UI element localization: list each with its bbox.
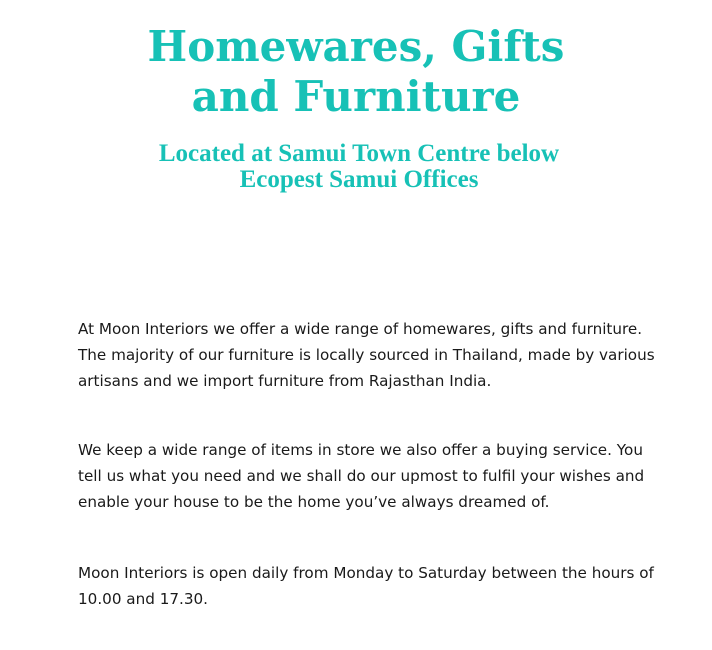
intro-paragraph [78, 316, 678, 394]
location-subtitle-line-2: Ecopest Samui Offices [239, 166, 479, 193]
paragraph-line: tell us what you need and we shall do our upmost to fulfil your wishes and [78, 467, 645, 485]
paragraph-line: enable your house to be the home you’ve always dreamed of. [78, 493, 550, 511]
page-title-line-2: and Furniture [191, 72, 521, 121]
paragraph-line: Moon Interiors is open daily from Monday to Saturday between the hours of [78, 564, 654, 582]
location-subtitle [0, 141, 712, 193]
location-subtitle-line-1: Located at Samui Town Centre below [158, 140, 560, 167]
paragraph-line: We keep a wide range of items in store we also offer a buying service. You [78, 441, 643, 459]
paragraph-line: artisans and we import furniture from Rajasthan India. [78, 372, 492, 390]
page-title-line-1: Homewares, Gifts [147, 22, 565, 71]
buying-service-paragraph [78, 437, 678, 515]
paragraph-line: At Moon Interiors we offer a wide range of homewares, gifts and furniture. [78, 320, 643, 338]
paragraph-line: 10.00 and 17.30. [78, 590, 209, 608]
paragraph-line: The majority of our furniture is locally sourced in Thailand, made by various [78, 346, 655, 364]
page-title [0, 22, 712, 122]
opening-hours-paragraph [78, 560, 678, 612]
